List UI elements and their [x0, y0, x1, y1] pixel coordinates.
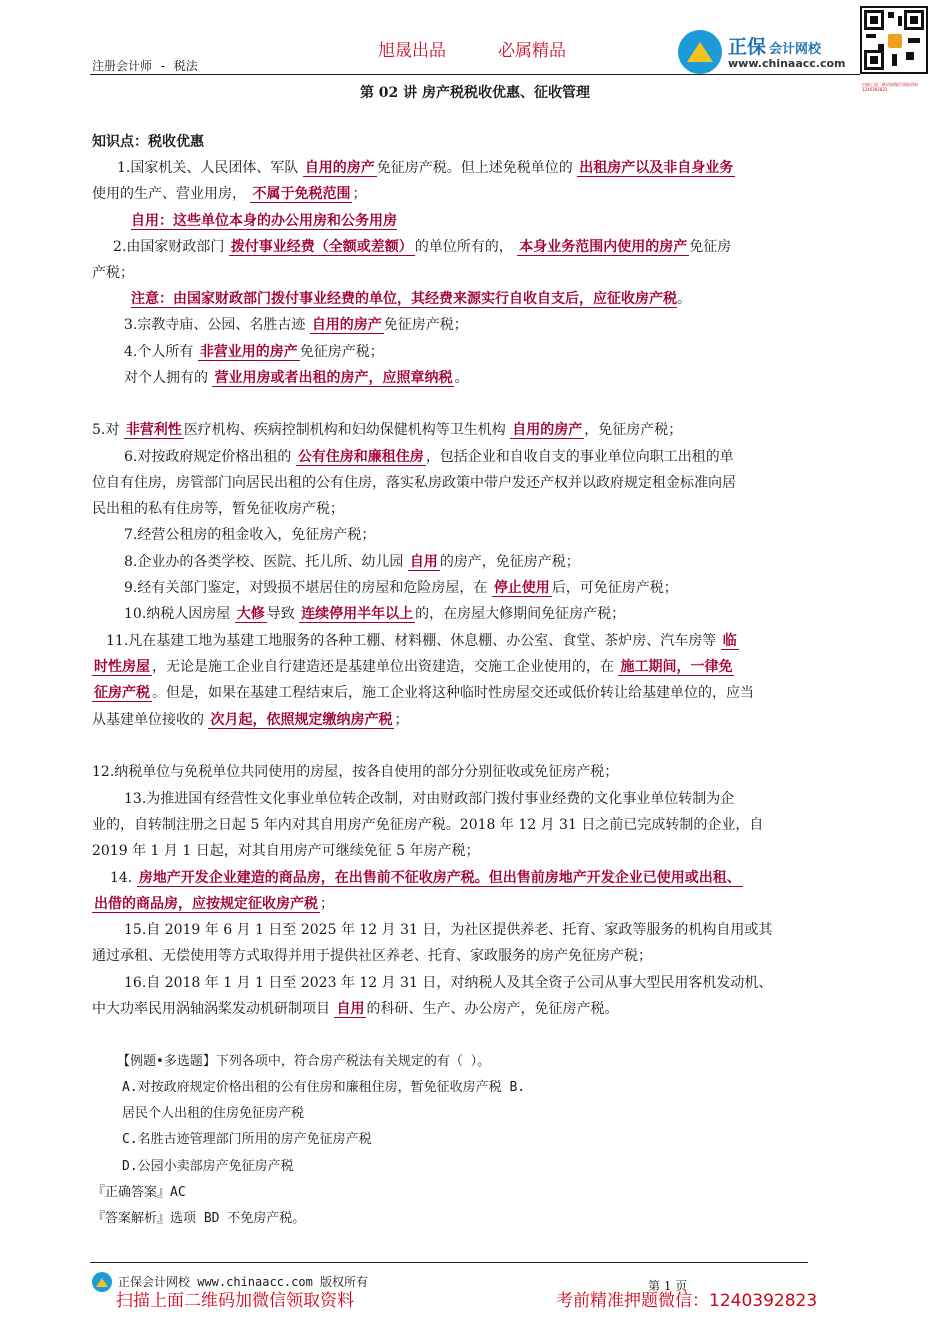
qr-code-icon [860, 6, 928, 74]
item-9: 9.经有关部门鉴定，对毁损不堪居住的房屋和危险房屋，在 停止使用 后，可免征房产税； [124, 580, 678, 596]
example-analysis: 『答案解析』选项 BD 不免房产税。 [92, 1211, 306, 1226]
item-6-line-1: 6.对按政府规定价格出租的 公有住房和廉租住房 ，包括企业和自收自支的事业单位向职工出租的单 [124, 449, 734, 465]
item-3: 3.宗教寺庙、公园、名胜古迹 自用的房产 免征房产税； [124, 317, 468, 333]
note-1: 自用：这些单位本身的办公用房和公务用房 [131, 213, 397, 229]
item-11-line-4: 从基建单位接收的 次月起，依照规定缴纳房产税 ； [92, 712, 409, 728]
page-title: 第 02 讲 房产税税收优惠、征收管理 [359, 85, 591, 101]
promo-left: 扫描上面二维码加微信领取资料 [116, 1291, 354, 1311]
item-16-line-1: 16.自 2018 年 1 月 1 日至 2023 年 12 月 31 日，对纳税人及其全资子公司从事大型民用客机发动机、 [124, 975, 773, 991]
footer-copyright: 正保会计网校 www.chinaacc.com 版权所有 [118, 1275, 369, 1289]
header-divider [90, 74, 860, 75]
item-1-line-2: 使用的生产、营业用房， 不属于免税范围 ； [92, 186, 367, 202]
item-16-line-2: 中大功率民用涡轴涡桨发动机研制项目 自用 的科研、生产、办公房产，免征房产税。 [92, 1001, 619, 1017]
item-2-line-1: 2.由国家财政部门 拨付事业经费（全额或差额） 的单位所有的， 本身业务范围内使用的房产 免征房 [113, 239, 732, 255]
example-option-a: A.对按政府规定价格出租的公有住房和廉租住房，暂免征收房产税 B. [122, 1080, 526, 1095]
note-2: 注意：由国家财政部门拨付事业经费的单位，其经费来源实行自收自支后，应征收房产税。 [131, 291, 691, 307]
item-5: 5.对 非营利性 医疗机构、疾病控制机构和妇幼保健机构等卫生机构 自用的房产 ，免征房产税； [92, 422, 683, 438]
item-8: 8.企业办的各类学校、医院、托儿所、幼儿园 自用 的房产，免征房产税； [124, 554, 580, 570]
qr-caption: 扫描上面二维码加微信领取资料 1240392823 [862, 82, 918, 92]
example-option-b: 居民个人出租的住房免征房产税 [122, 1106, 305, 1121]
item-13-line-3: 2019 年 1 月 1 日起，对其自用房产可继续免征 5 年房产税； [92, 843, 480, 859]
example-question: 【例题•多选题】下列各项中，符合房产税法有关规定的有（ ）。 [117, 1054, 491, 1069]
footer-divider [90, 1262, 808, 1263]
item-15-line-1: 15.自 2019 年 6 月 1 日至 2025 年 12 月 31 日，为社区提供养老、托育、家政等服务的机构自用或其 [124, 922, 773, 938]
header-slogan-right: 必属精品 [498, 41, 566, 61]
example-option-c: C.名胜古迹管理部门所用的房产免征房产税 [122, 1132, 372, 1147]
example-option-d: D.公园小卖部房产免征房产税 [122, 1159, 294, 1174]
item-10: 10.纳税人因房屋 大修 导致 连续停用半年以上 的，在房屋大修期间免征房产税； [124, 606, 626, 622]
item-4-line-1: 4.个人所有 非营业用的房产 免征房产税； [124, 344, 384, 360]
item-1-line-1: 1.国家机关、人民团体、军队 自用的房产 免征房产税。但上述免税单位的 出租房产以及非自身业务 [117, 160, 734, 176]
example-answer: 『正确答案』AC [92, 1185, 186, 1200]
brand-name: 正保 会计网校 [728, 36, 822, 58]
item-11-line-2: 时性房屋 ，无论是施工企业自行建造还是基建单位出资建造，交施工企业使用的，在 施工期间，一律免 [94, 659, 733, 675]
brand-url: www.chinaacc.com [728, 57, 846, 70]
item-11-line-3: 征房产税 。但是，如果在基建工程结束后，施工企业将这种临时性房屋交还或低价转让给基建单位的，应当 [94, 685, 754, 701]
section-heading: 知识点：税收优惠 [92, 134, 204, 150]
item-15-line-2: 通过承租、无偿使用等方式取得并用于提供社区养老、托育、家政服务的房产免征房产税； [92, 948, 652, 964]
item-7: 7.经营公租房的租金收入，免征房产税； [124, 527, 376, 543]
item-12: 12.纳税单位与免税单位共同使用的房屋，按各自使用的部分分别征收或免征房产税； [92, 764, 619, 780]
course-name: 注册会计师 - 税法 [92, 59, 198, 73]
item-14-line-2: 出借的商品房，应按规定征收房产税 ； [94, 896, 334, 912]
promo-right: 考前精准押题微信：1240392823 [556, 1291, 818, 1311]
item-6-line-3: 民出租的私有住房等，暂免征收房产税； [92, 501, 344, 517]
item-14-line-1: 14. 房地产开发企业建造的商品房，在出售前不征收房产税。但出售前房地产开发企业已使用或出租、 [110, 870, 741, 886]
footer-logo-icon [92, 1272, 112, 1292]
item-11-line-1: 11.凡在基建工地为基建工地服务的各种工棚、材料棚、休息棚、办公室、食堂、茶炉房、汽车房等 临 [106, 633, 737, 649]
page-number: 第 1 页 [648, 1279, 688, 1293]
item-4-line-2: 对个人拥有的 营业用房或者出租的房产，应照章纳税 。 [124, 370, 469, 386]
item-2-line-2: 产税； [92, 265, 134, 281]
item-6-line-2: 位自有住房，房管部门向居民出租的公有住房，落实私房政策中带户发还产权并以政府规定租金标准向居 [92, 475, 736, 491]
logo-icon [678, 30, 722, 74]
item-13-line-1: 13.为推进国有经营性文化事业单位转企改制，对由财政部门拨付事业经费的文化事业单位转制为企 [124, 791, 735, 807]
brand-logo[interactable] [678, 28, 850, 76]
header-slogan-left: 旭晟出品 [378, 41, 446, 61]
item-13-line-2: 业的，自转制注册之日起 5 年内对其自用房产免征房产税。2018 年 12 月 31 日之前已完成转制的企业，自 [92, 817, 764, 833]
